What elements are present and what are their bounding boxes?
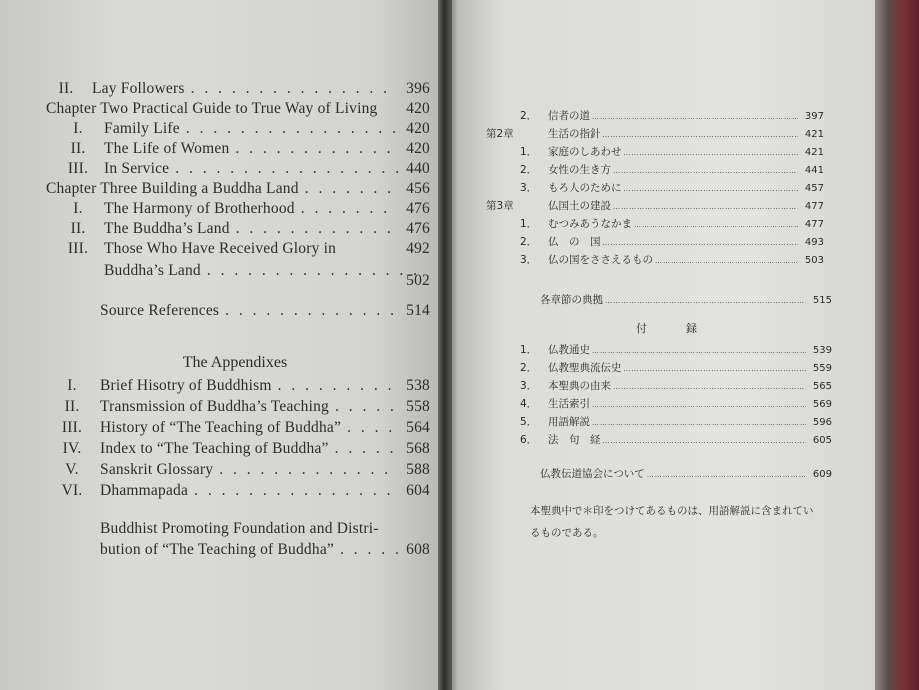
foundation-entry-line1: Buddhist Promoting Foundation and Distri- xyxy=(100,520,379,537)
dot-leader xyxy=(194,482,398,500)
dot-leader xyxy=(225,302,398,320)
appendix-entry: 1． 仏教通史 …………………………………………………………………………………………………………………………………………………………………………………… 539 xyxy=(520,342,832,357)
appendix-entry: 5． 用語解説 …………………………………………………………………………………………………………………………………………………………………………………… 596 xyxy=(520,414,832,429)
foundation-entry: 仏教伝道協会について …………………………………………………………………………………………………………………………………………………………………………………… 609 xyxy=(540,466,832,481)
toc-entry: 2． 仏 の 国 …………………………………………………………………………………………………………………………………………………………………………………… 493 xyxy=(520,234,824,249)
appendix-entry: III. History of “The Teaching of Buddha” . . . 564 xyxy=(56,419,430,437)
dot-leader xyxy=(347,419,398,437)
toc-entry: 3． もろ人のために …………………………………………………………………………………………………………………………………………………………………………………… 457 xyxy=(520,180,824,195)
toc-entry: 1． むつみあうなかま …………………………………………………………………………………………………………………………………………………………………………………… 477 xyxy=(520,216,824,231)
dot-leader xyxy=(235,140,398,158)
toc-chapter: Chapter Two Practical Guide to True Way of Living 420 xyxy=(46,100,430,117)
dot-leader xyxy=(186,120,398,138)
dot-leader xyxy=(335,398,398,416)
toc-chapter: Chapter Three Building a Buddha Land . . . 456 xyxy=(46,180,430,198)
footnote: 本聖典中で＊印をつけてあるものは、用語解説に含まれてい るものである。 xyxy=(530,505,814,539)
dot-leader xyxy=(592,401,806,409)
toc-entry: I. The Harmony of Brotherhood . . . 476 xyxy=(62,200,430,218)
appendixes-heading: The Appendixes xyxy=(182,354,288,371)
book-cover-edge xyxy=(875,0,919,690)
dot-leader xyxy=(301,200,398,218)
appendix-entry: 6． 法 句 経 …………………………………………………………………………………………………………………………………………………………………………………… 605 xyxy=(520,432,832,447)
right-page xyxy=(452,0,877,690)
left-page xyxy=(0,0,440,690)
dot-leader xyxy=(603,131,799,139)
toc-entry: III. Those Who Have Received Glory in 492 xyxy=(67,240,430,257)
appendix-entry: V. Sanskrit Glossary . . . 588 xyxy=(56,461,430,479)
dot-leader xyxy=(634,221,798,229)
dot-leader xyxy=(219,461,398,479)
dot-leader xyxy=(340,541,398,559)
source-references-entry: Source References . . . 514 xyxy=(100,302,430,320)
dot-leader xyxy=(305,180,398,198)
dot-leader xyxy=(613,383,806,391)
toc-entry: 1． 家庭のしあわせ …………………………………………………………………………………………………………………………………………………………………………………… 421 xyxy=(520,144,824,159)
dot-leader xyxy=(592,347,806,355)
toc-entry: 2． 信者の道 …………………………………………………………………………………………………………………………………………………………………………………… 397 xyxy=(520,108,824,123)
dot-leader xyxy=(624,185,799,193)
toc-entry: II. Lay Followers . . . 396 xyxy=(50,80,430,98)
dot-leader xyxy=(278,377,398,395)
appendix-entry: 3． 本聖典の由来 …………………………………………………………………………………………………………………………………………………………………………………… 565 xyxy=(520,378,832,393)
dot-leader xyxy=(603,437,807,445)
toc-entry-continuation: Buddha’s Land . . . xyxy=(104,262,430,280)
dot-leader xyxy=(603,239,799,247)
dot-leader xyxy=(175,160,398,178)
appendix-entry: I. Brief Hisotry of Buddhism . . . 538 xyxy=(56,377,430,395)
toc-entry: II. The Buddha’s Land . . . 476 xyxy=(62,220,430,238)
appendix-entry: VI. Dhammapada . . . 604 xyxy=(56,482,430,500)
dot-leader xyxy=(655,257,798,265)
dot-leader xyxy=(592,113,798,121)
dot-leader xyxy=(624,149,799,157)
appendix-entry: II. Transmission of Buddha’s Teaching . . . 558 xyxy=(56,398,430,416)
toc-page-number: 502 xyxy=(406,272,430,289)
foundation-entry-line2: bution of “The Teaching of Buddha” . . . 608 xyxy=(100,541,430,559)
dot-leader xyxy=(605,297,806,305)
dot-leader xyxy=(335,440,398,458)
toc-entry: 2． 女性の生き方 …………………………………………………………………………………………………………………………………………………………………………………… 441 xyxy=(520,162,824,177)
dot-leader xyxy=(191,80,398,98)
dot-leader xyxy=(624,365,807,373)
appendix-heading: 付 録 xyxy=(636,322,711,335)
toc-entry: III. In Service . . . 440 xyxy=(62,160,430,178)
page-shadow xyxy=(452,0,458,690)
appendix-entry: 2． 仏教聖典流伝史 …………………………………………………………………………………………………………………………………………………………………………………… 559 xyxy=(520,360,832,375)
toc-entry: 3． 仏の国をささえるもの …………………………………………………………………………………………………………………………………………………………………………………… 503 xyxy=(520,252,824,267)
dot-leader xyxy=(647,471,806,479)
toc-chapter: 第2章 生活の指針 …………………………………………………………………………………………………………………………………………………………………………………… 421 xyxy=(486,126,824,141)
dot-leader xyxy=(236,220,398,238)
dot-leader xyxy=(613,167,798,175)
appendix-entry: 4． 生活索引 …………………………………………………………………………………………………………………………………………………………………………………… 569 xyxy=(520,396,832,411)
toc-entry: II. The Life of Women . . . 420 xyxy=(62,140,430,158)
toc-chapter: 第3章 仏国土の建設 …………………………………………………………………………………………………………………………………………………………………………………… 477 xyxy=(486,198,824,213)
dot-leader xyxy=(613,203,798,211)
appendix-entry: IV. Index to “The Teaching of Buddha” . . . 568 xyxy=(56,440,430,458)
sources-entry: 各章節の典拠 …………………………………………………………………………………………………………………………………………………………………………………… 515 xyxy=(540,292,832,307)
dot-leader xyxy=(592,419,806,427)
book-binding xyxy=(438,0,452,690)
toc-entry: I. Family Life . . . 420 xyxy=(62,120,430,138)
